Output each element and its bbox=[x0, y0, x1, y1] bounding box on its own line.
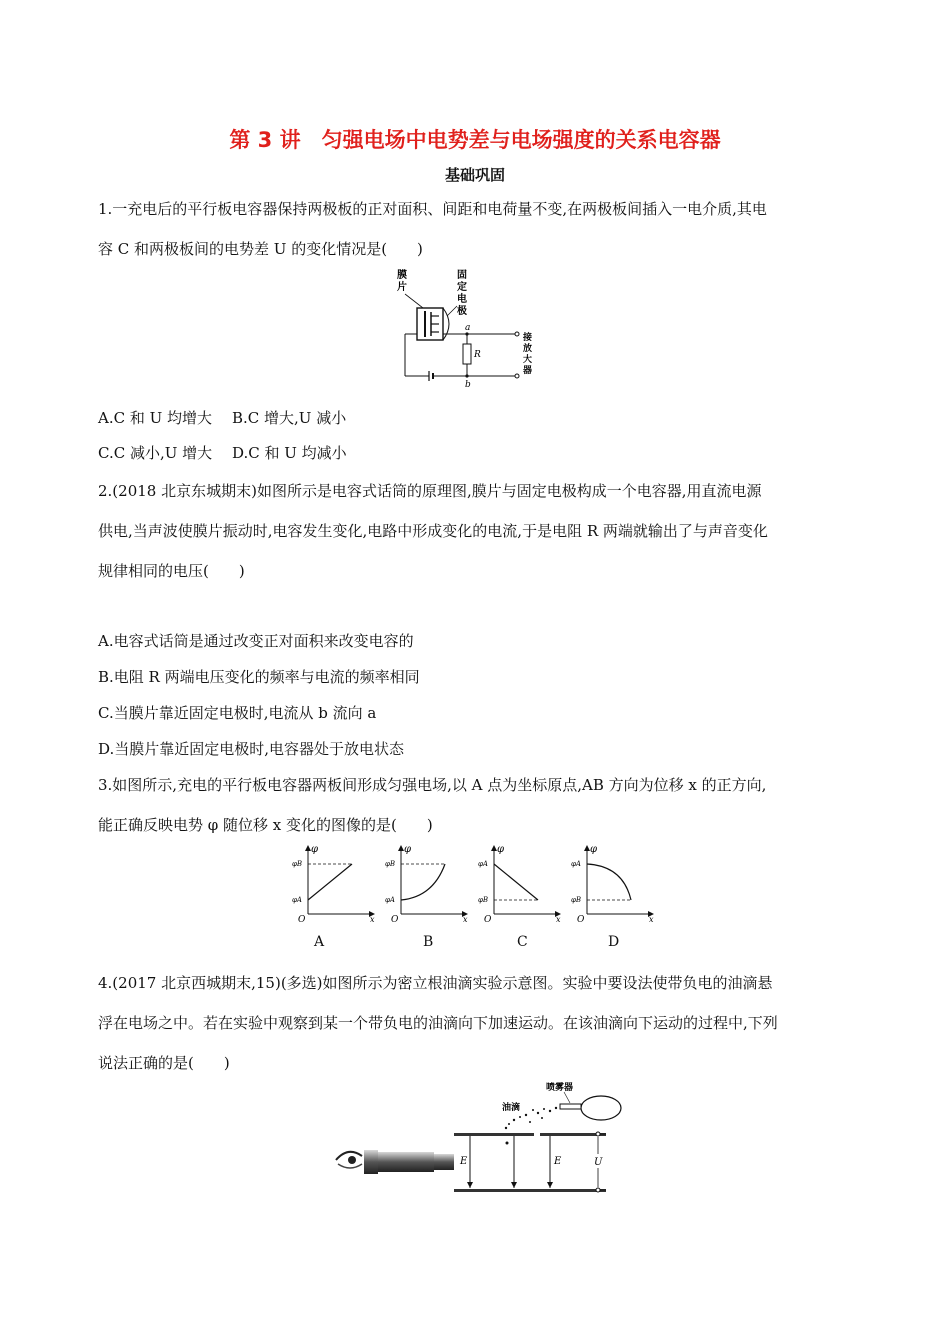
electrode-label-1: 固 bbox=[457, 270, 467, 281]
electrode-label-2: 定 bbox=[457, 282, 467, 293]
graph-d-curve bbox=[587, 864, 631, 900]
graph-a-origin-label: O bbox=[298, 915, 306, 924]
graph-d-x-label: x bbox=[649, 915, 654, 924]
resistor-label: R bbox=[474, 350, 481, 360]
membrane-label-2: 片 bbox=[397, 282, 407, 293]
graph-caption-d: D bbox=[608, 934, 620, 950]
amp-label-2: 放 bbox=[523, 344, 533, 354]
graph-a-curve bbox=[308, 864, 352, 900]
graph-d-origin-label: O bbox=[577, 915, 585, 924]
q2-option-a: A.电容式话筒是通过改变正对面积来改变电容的 bbox=[98, 632, 414, 650]
amp-label-3: 大 bbox=[523, 355, 533, 365]
sprayer-nozzle bbox=[560, 1104, 581, 1109]
graph-b-phi-label: φ bbox=[404, 844, 412, 855]
graph-a-phib-label: φB bbox=[292, 860, 303, 868]
amp-label-1: 接 bbox=[523, 333, 533, 343]
graph-c-origin-label: O bbox=[484, 915, 492, 924]
graph-b-phib-label: φB bbox=[385, 860, 396, 868]
graph-c-phi-label: φ bbox=[497, 844, 505, 855]
q2-option-c: C.当膜片靠近固定电极时,电流从 b 流向 a bbox=[98, 704, 377, 722]
q2-line-2: 供电,当声波使膜片振动时,电容发生变化,电路中形成变化的电流,于是电阻 R 两端就输出了与声音变化 bbox=[98, 522, 768, 540]
q1-option-a: A.C 和 U 均增大 bbox=[98, 409, 213, 427]
node-b-label: b bbox=[465, 380, 471, 388]
microphone-circuit-diagram bbox=[395, 266, 535, 388]
field-label-right: E bbox=[554, 1156, 562, 1167]
graph-c-x-label: x bbox=[556, 915, 561, 924]
voltage-label: U bbox=[594, 1157, 603, 1168]
oil-droplet bbox=[506, 1142, 509, 1145]
graph-d-phi-label: φ bbox=[590, 844, 598, 855]
graph-d-phia-label: φA bbox=[571, 860, 581, 868]
q1-option-d: D.C 和 U 均减小 bbox=[232, 444, 347, 462]
sprayer-label: 喷雾器 bbox=[546, 1083, 574, 1093]
q4-line-2: 浮在电场之中。若在实验中观察到某一个带负电的油滴向下加速运动。在该油滴向下运动的过程中,下列 bbox=[98, 1014, 778, 1032]
sprayer-bulb bbox=[581, 1096, 621, 1120]
graph-c-curve bbox=[494, 864, 538, 900]
graph-a-phi-label: φ bbox=[311, 844, 319, 855]
q3-line-1: 3.如图所示,充电的平行板电容器两板间形成匀强电场,以 A 点为坐标原点,AB 方向为位移 x 的正方向, bbox=[98, 776, 767, 794]
membrane-label-1: 膜 bbox=[397, 270, 407, 281]
graph-a-x-label: x bbox=[370, 915, 375, 924]
droplet-label: 油滴 bbox=[502, 1103, 521, 1113]
section-heading: 基础巩固 bbox=[444, 166, 505, 184]
q2-line-1: 2.(2018 北京东城期末)如图所示是电容式话筒的原理图,膜片与固定电极构成一个电容器,用直流电源 bbox=[98, 482, 762, 500]
graph-caption-a: A bbox=[314, 934, 325, 950]
electrode-label-3: 电 bbox=[457, 294, 467, 305]
millikan-oil-drop-diagram bbox=[328, 1080, 628, 1198]
page-title: 第 3 讲 匀强电场中电势差与电场强度的关系电容器 bbox=[229, 128, 721, 152]
q1-line-2: 容 C 和两极板间的电势差 U 的变化情况是( ) bbox=[98, 240, 423, 258]
q1-line-1: 1.一充电后的平行板电容器保持两极板的正对面积、间距和电荷量不变,在两极板间插入一电介质,其电 bbox=[98, 200, 767, 218]
graph-a bbox=[292, 844, 375, 924]
graph-c bbox=[478, 844, 561, 924]
node-a-label: a bbox=[465, 323, 471, 333]
field-label-left: E bbox=[460, 1156, 468, 1167]
graph-b-phia-label: φA bbox=[385, 896, 395, 904]
potential-graphs bbox=[288, 842, 668, 924]
graph-caption-b: B bbox=[423, 934, 434, 950]
graph-b-origin-label: O bbox=[391, 915, 399, 924]
q4-line-3: 说法正确的是( ) bbox=[98, 1054, 230, 1072]
graph-c-phib-label: φB bbox=[478, 896, 489, 904]
q2-line-3: 规律相同的电压( ) bbox=[98, 562, 245, 580]
bottom-plate bbox=[454, 1189, 606, 1192]
q3-line-2: 能正确反映电势 φ 随位移 x 变化的图像的是( ) bbox=[98, 816, 433, 834]
graph-a-phia-label: φA bbox=[292, 896, 302, 904]
q2-option-d: D.当膜片靠近固定电极时,电容器处于放电状态 bbox=[98, 740, 405, 758]
capsule bbox=[417, 308, 443, 340]
graph-c-phia-label: φA bbox=[478, 860, 488, 868]
microscope-tube bbox=[364, 1150, 454, 1174]
electrode-label-4: 极 bbox=[457, 306, 467, 317]
graph-d bbox=[571, 844, 654, 924]
q1-option-c: C.C 减小,U 增大 bbox=[98, 444, 213, 462]
top-plate-left bbox=[454, 1133, 534, 1136]
q2-option-b: B.电阻 R 两端电压变化的频率与电流的频率相同 bbox=[98, 668, 420, 686]
q4-line-1: 4.(2017 北京西城期末,15)(多选)如图所示为密立根油滴实验示意图。实验中要设法使带负电的油滴悬 bbox=[98, 974, 773, 992]
graph-d-phib-label: φB bbox=[571, 896, 582, 904]
graph-b-x-label: x bbox=[463, 915, 468, 924]
graph-caption-c: C bbox=[517, 934, 528, 950]
q1-option-b: B.C 增大,U 减小 bbox=[232, 409, 347, 427]
resistor-symbol bbox=[463, 344, 471, 364]
graph-b-curve bbox=[401, 864, 445, 900]
eye-icon bbox=[336, 1152, 362, 1168]
amp-label-4: 器 bbox=[523, 366, 533, 376]
graph-b bbox=[385, 844, 468, 924]
